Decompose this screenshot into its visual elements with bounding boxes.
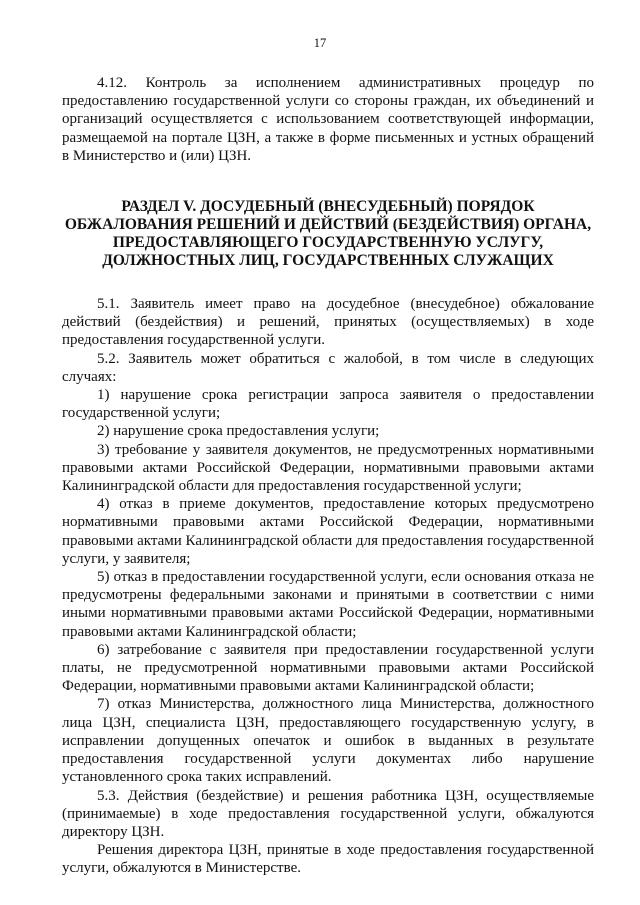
document-body: [62, 74, 594, 878]
paragraph-5-3: 5.3. Действия (бездействие) и решения работника ЦЗН, осуществляемые (принимаемые) в ходе предоставления государственной услуги, обжалуются директору ЦЗН.: [62, 787, 594, 840]
case-item-6: 6) затребование с заявителя при предоставлении государственной услуги платы, не предусмотренной нормативными правовыми актами Российской Федерации, нормативными правовыми актами Калининградской области;: [62, 641, 594, 695]
case-item-1: 1) нарушение срока регистрации запроса заявителя о предоставлении государственной услуги;: [62, 387, 594, 422]
case-item-2: 2) нарушение срока предоставления услуги;: [97, 423, 380, 440]
section-heading: [62, 198, 594, 270]
section-heading-line-4: ДОЛЖНОСТНЫХ ЛИЦ, ГОСУДАРСТВЕННЫХ СЛУЖАЩИХ: [102, 252, 554, 270]
section-heading-line-2: ОБЖАЛОВАНИЯ РЕШЕНИЙ И ДЕЙСТВИЙ (БЕЗДЕЙСТВИЯ) ОРГАНА,: [64, 216, 592, 234]
case-item-5: 5) отказ в предоставлении государственной услуги, если основания отказа не предусмотрены федеральными законами и принятыми в соответствии с ними иными нормативными правовыми актами Российской Федерации, нормативными правовыми актами Калининградской области;: [62, 569, 594, 640]
page-number: 17: [313, 36, 327, 50]
paragraph-4-12: 4.12. Контроль за исполнением административных процедур по предоставлению государственной услуги со стороны граждан, их объединений и организаций осуществляется с использованием соответствующей информации, размещаемой на портале ЦЗН, а также в форме письменных и устных обращений в Министерство и (или) ЦЗН.: [62, 75, 594, 164]
case-item-4: 4) отказ в приеме документов, предоставление которых предусмотрено нормативными правовыми актами Российской Федерации, нормативными правовыми актами Калининградской области для предоставления государственной услуги, у заявителя;: [62, 496, 594, 567]
paragraph-last: Решения директора ЦЗН, принятые в ходе предоставления государственной услуги, обжалуются в Министерстве.: [62, 842, 594, 877]
case-item-7: 7) отказ Министерства, должностного лица Министерства, должностного лица ЦЗН, специалиста ЦЗН, предоставляющего государственную услугу, в исправлении допущенных опечаток и ошибок в выданных в результате предоставления государственной услуги документах либо нарушение установленного срока таких исправлений.: [62, 696, 594, 786]
paragraph-5-2: 5.2. Заявитель может обратиться с жалобой, в том числе в следующих случаях:: [62, 350, 594, 385]
section-heading-line-1: РАЗДЕЛ V. ДОСУДЕБНЫЙ (ВНЕСУДЕБНЫЙ) ПОРЯДОК: [121, 198, 535, 216]
section-heading-line-3: ПРЕДОСТАВЛЯЮЩЕГО ГОСУДАРСТВЕННУЮ УСЛУГУ,: [112, 234, 544, 252]
paragraph-5-1: 5.1. Заявитель имеет право на досудебное (внесудебное) обжалование действий (бездействия) и решений, принятых (осуществляемых) в ходе предоставления государственной услуги.: [62, 296, 594, 349]
case-item-3: 3) требование у заявителя документов, не предусмотренных нормативными правовыми актами Российской Федерации, нормативными правовыми актами Калининградской области для предоставления государственной услуги;: [62, 441, 594, 495]
